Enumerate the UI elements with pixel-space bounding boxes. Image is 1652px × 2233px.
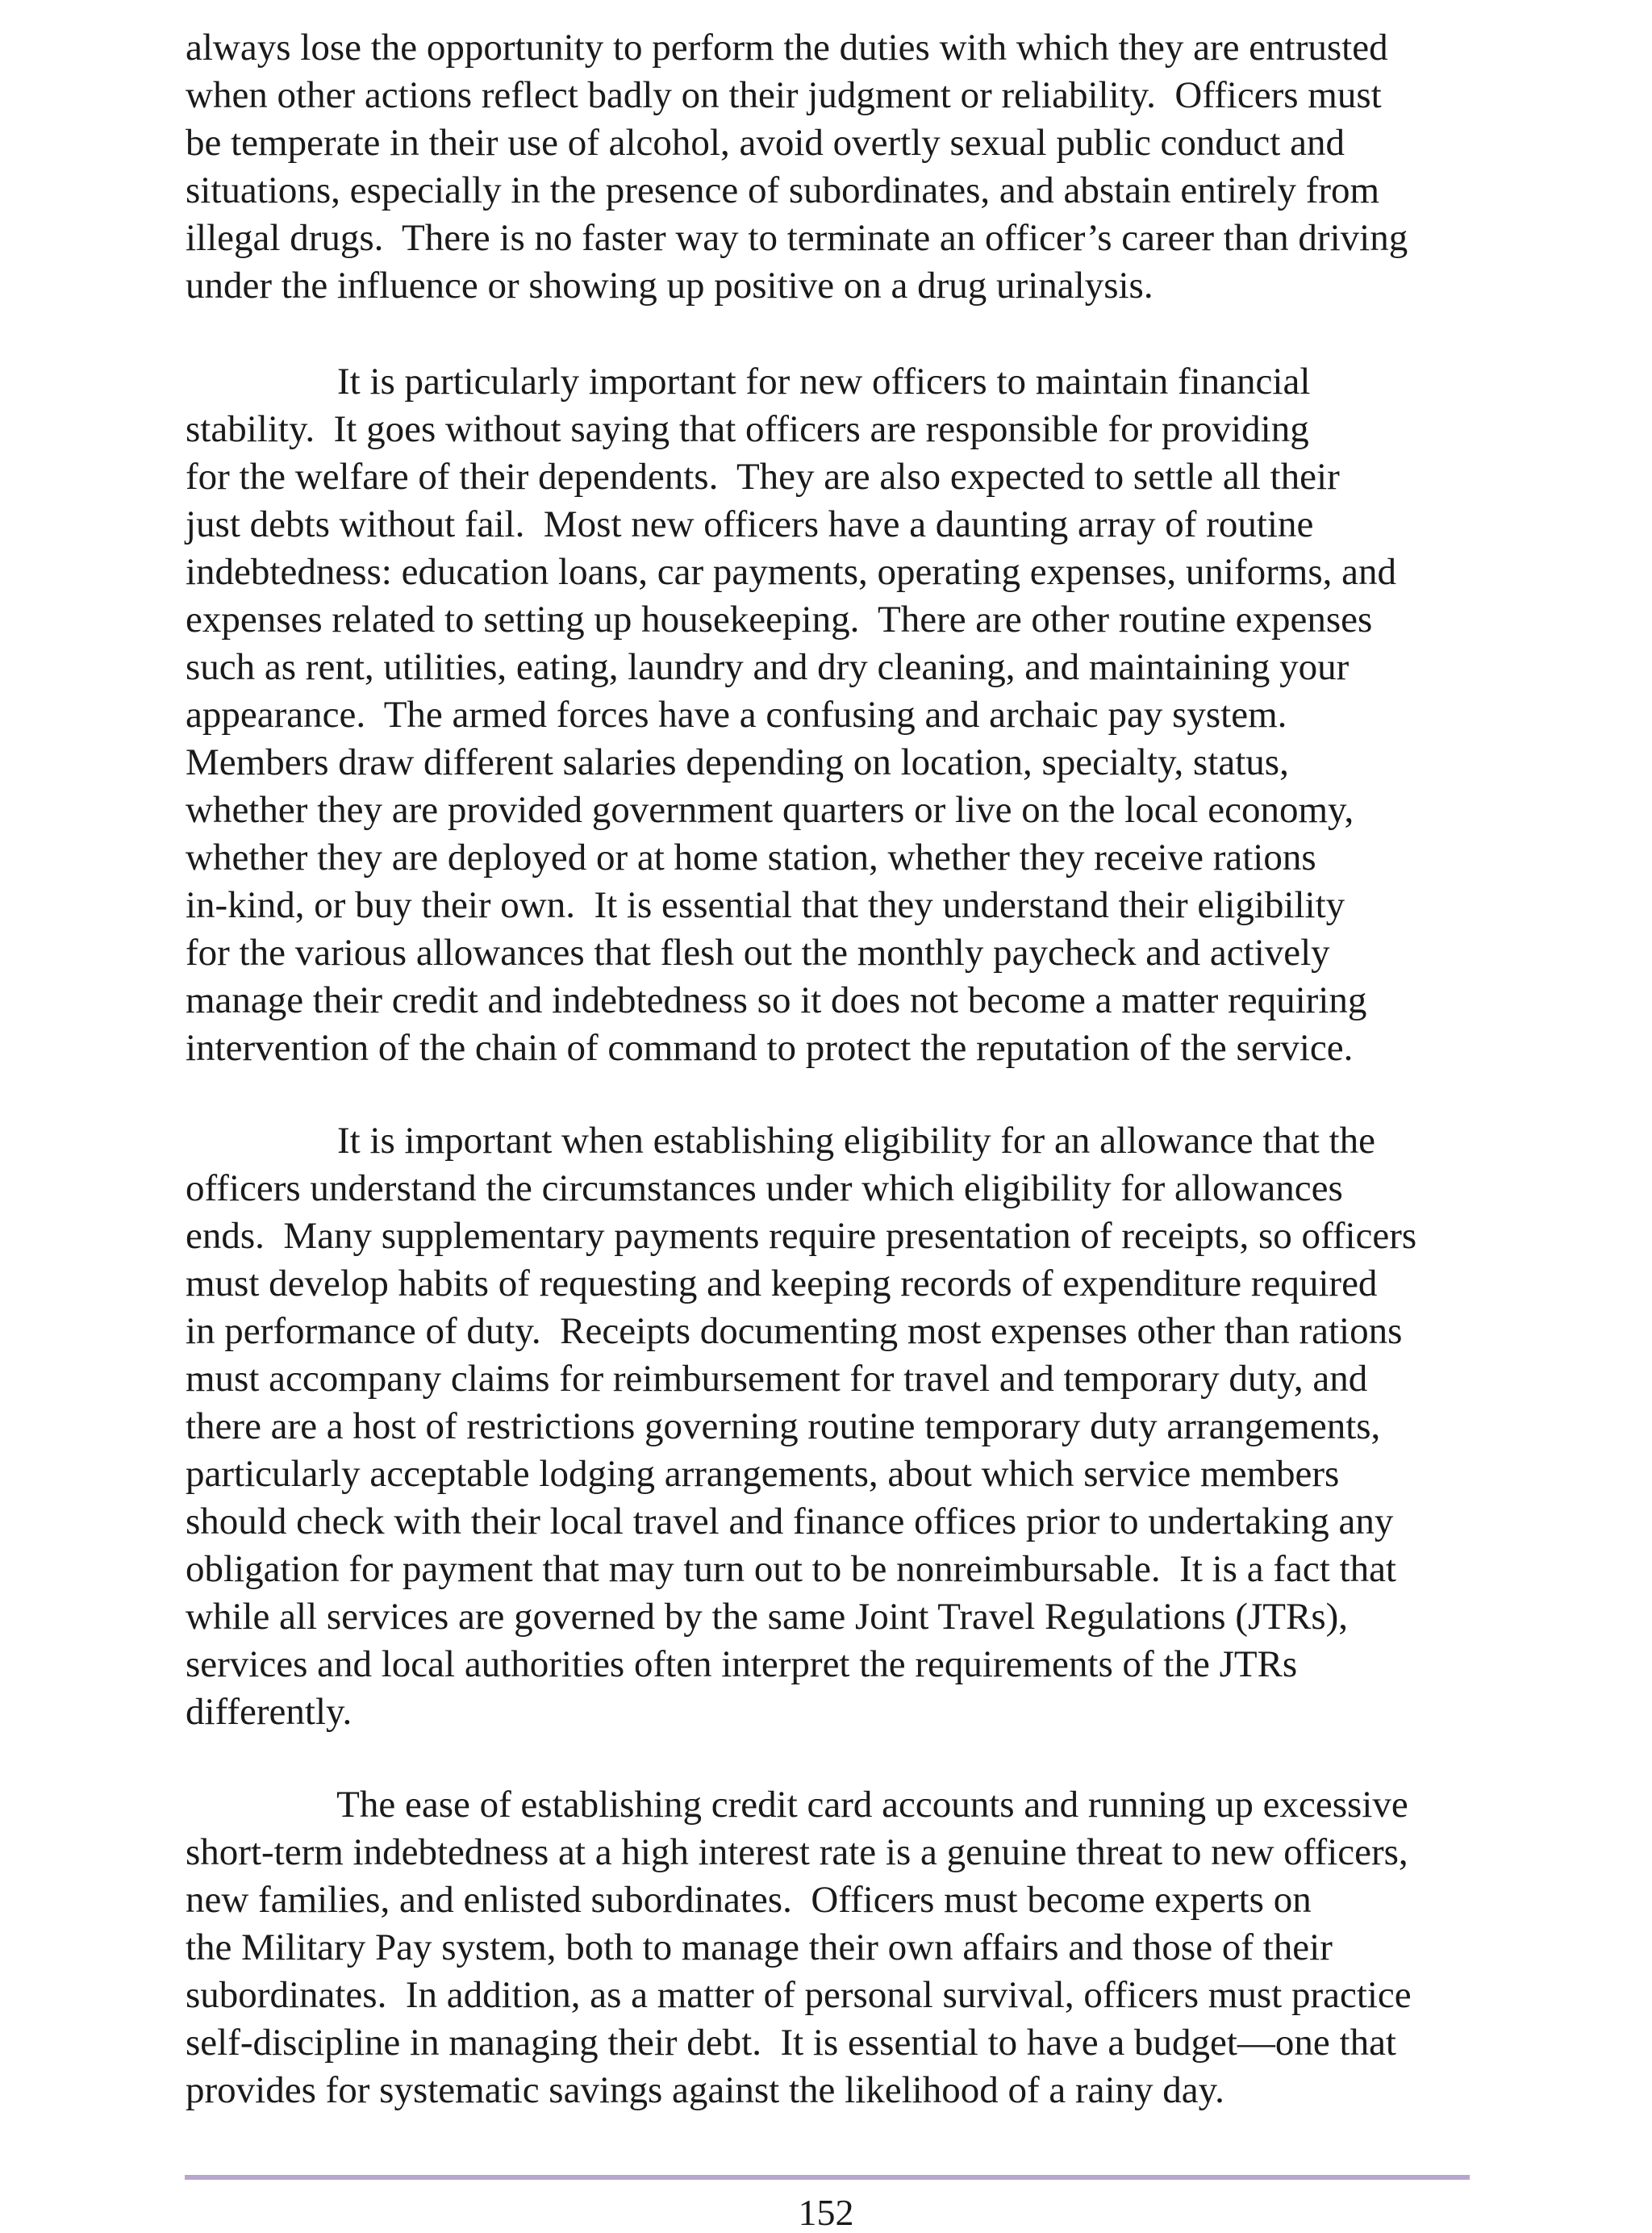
text-line: provides for systematic savings against the likelihood of a rainy day. xyxy=(186,2069,1224,2111)
text-line: under the influence or showing up positive on a drug urinalysis. xyxy=(186,265,1153,307)
footer-divider xyxy=(185,2175,1470,2180)
text-line: It is important when establishing eligibility for an allowance that the xyxy=(186,1120,1375,1162)
text-line: officers understand the circumstances under which eligibility for allowances xyxy=(186,1167,1343,1209)
text-line: The ease of establishing credit card accounts and running up excessive xyxy=(186,1784,1408,1826)
text-line: must develop habits of requesting and keeping records of expenditure required xyxy=(186,1263,1378,1304)
text-line: particularly acceptable lodging arrangements, about which service members xyxy=(186,1453,1340,1495)
text-line: differently. xyxy=(186,1691,353,1733)
text-line: manage their credit and indebtedness so it does not become a matter requiring xyxy=(186,979,1367,1021)
text-line: self-discipline in managing their debt. It is essential to have a budget—one that xyxy=(186,2022,1396,2064)
text-line: situations, especially in the presence of subordinates, and abstain entirely from xyxy=(186,169,1380,211)
paragraph-1 xyxy=(186,24,1476,310)
text-line: It is particularly important for new officers to maintain financial xyxy=(186,361,1311,403)
text-line: new families, and enlisted subordinates. Officers must become experts on xyxy=(186,1879,1312,1921)
text-line: be temperate in their use of alcohol, avoid overtly sexual public conduct and xyxy=(186,122,1345,164)
text-line: whether they are provided government quarters or live on the local economy, xyxy=(186,789,1354,831)
text-line: just debts without fail. Most new officers have a daunting array of routine xyxy=(186,503,1314,545)
text-line: whether they are deployed or at home station, whether they receive rations xyxy=(186,837,1316,879)
text-line: should check with their local travel and finance offices prior to undertaking any xyxy=(186,1500,1394,1542)
paragraph-4 xyxy=(186,1781,1476,2114)
text-line: expenses related to setting up housekeeping. There are other routine expenses xyxy=(186,599,1373,641)
text-line: indebtedness: education loans, car payments, operating expenses, uniforms, and xyxy=(186,551,1396,593)
text-line: services and local authorities often interpret the requirements of the JTRs xyxy=(186,1643,1298,1685)
text-line: for the welfare of their dependents. They are also expected to settle all their xyxy=(186,456,1340,498)
text-line: illegal drugs. There is no faster way to terminate an officer’s career than driving xyxy=(186,217,1408,259)
text-line: must accompany claims for reimbursement for travel and temporary duty, and xyxy=(186,1358,1368,1400)
text-line: appearance. The armed forces have a confusing and archaic pay system. xyxy=(186,694,1287,736)
text-line: stability. It goes without saying that officers are responsible for providing xyxy=(186,408,1309,450)
text-line: intervention of the chain of command to protect the reputation of the service. xyxy=(186,1027,1354,1069)
text-line: Members draw different salaries depending on location, specialty, status, xyxy=(186,741,1289,783)
text-line: the Military Pay system, both to manage their own affairs and those of their xyxy=(186,1926,1333,1968)
text-line: subordinates. In addition, as a matter of personal survival, officers must practice xyxy=(186,1974,1412,2016)
text-line: always lose the opportunity to perform the duties with which they are entrusted xyxy=(186,27,1388,69)
text-line: for the various allowances that flesh out the monthly paycheck and actively xyxy=(186,932,1330,974)
text-line: such as rent, utilities, eating, laundry and dry cleaning, and maintaining your xyxy=(186,646,1350,688)
paragraph-3 xyxy=(186,1117,1476,1736)
paragraph-2 xyxy=(186,358,1476,1072)
text-line: when other actions reflect badly on their judgment or reliability. Officers must xyxy=(186,74,1382,116)
text-line: short-term indebtedness at a high interest rate is a genuine threat to new officers, xyxy=(186,1831,1408,1873)
text-line: obligation for payment that may turn out to be nonreimbursable. It is a fact that xyxy=(186,1548,1396,1590)
page-number: 152 xyxy=(798,2192,854,2233)
text-line: in performance of duty. Receipts documenting most expenses other than rations xyxy=(186,1310,1403,1352)
text-line: ends. Many supplementary payments require presentation of receipts, so officers xyxy=(186,1215,1417,1257)
text-line: in-kind, or buy their own. It is essential that they understand their eligibility xyxy=(186,884,1345,926)
text-line: while all services are governed by the same Joint Travel Regulations (JTRs), xyxy=(186,1596,1349,1638)
text-line: there are a host of restrictions governing routine temporary duty arrangements, xyxy=(186,1405,1381,1447)
